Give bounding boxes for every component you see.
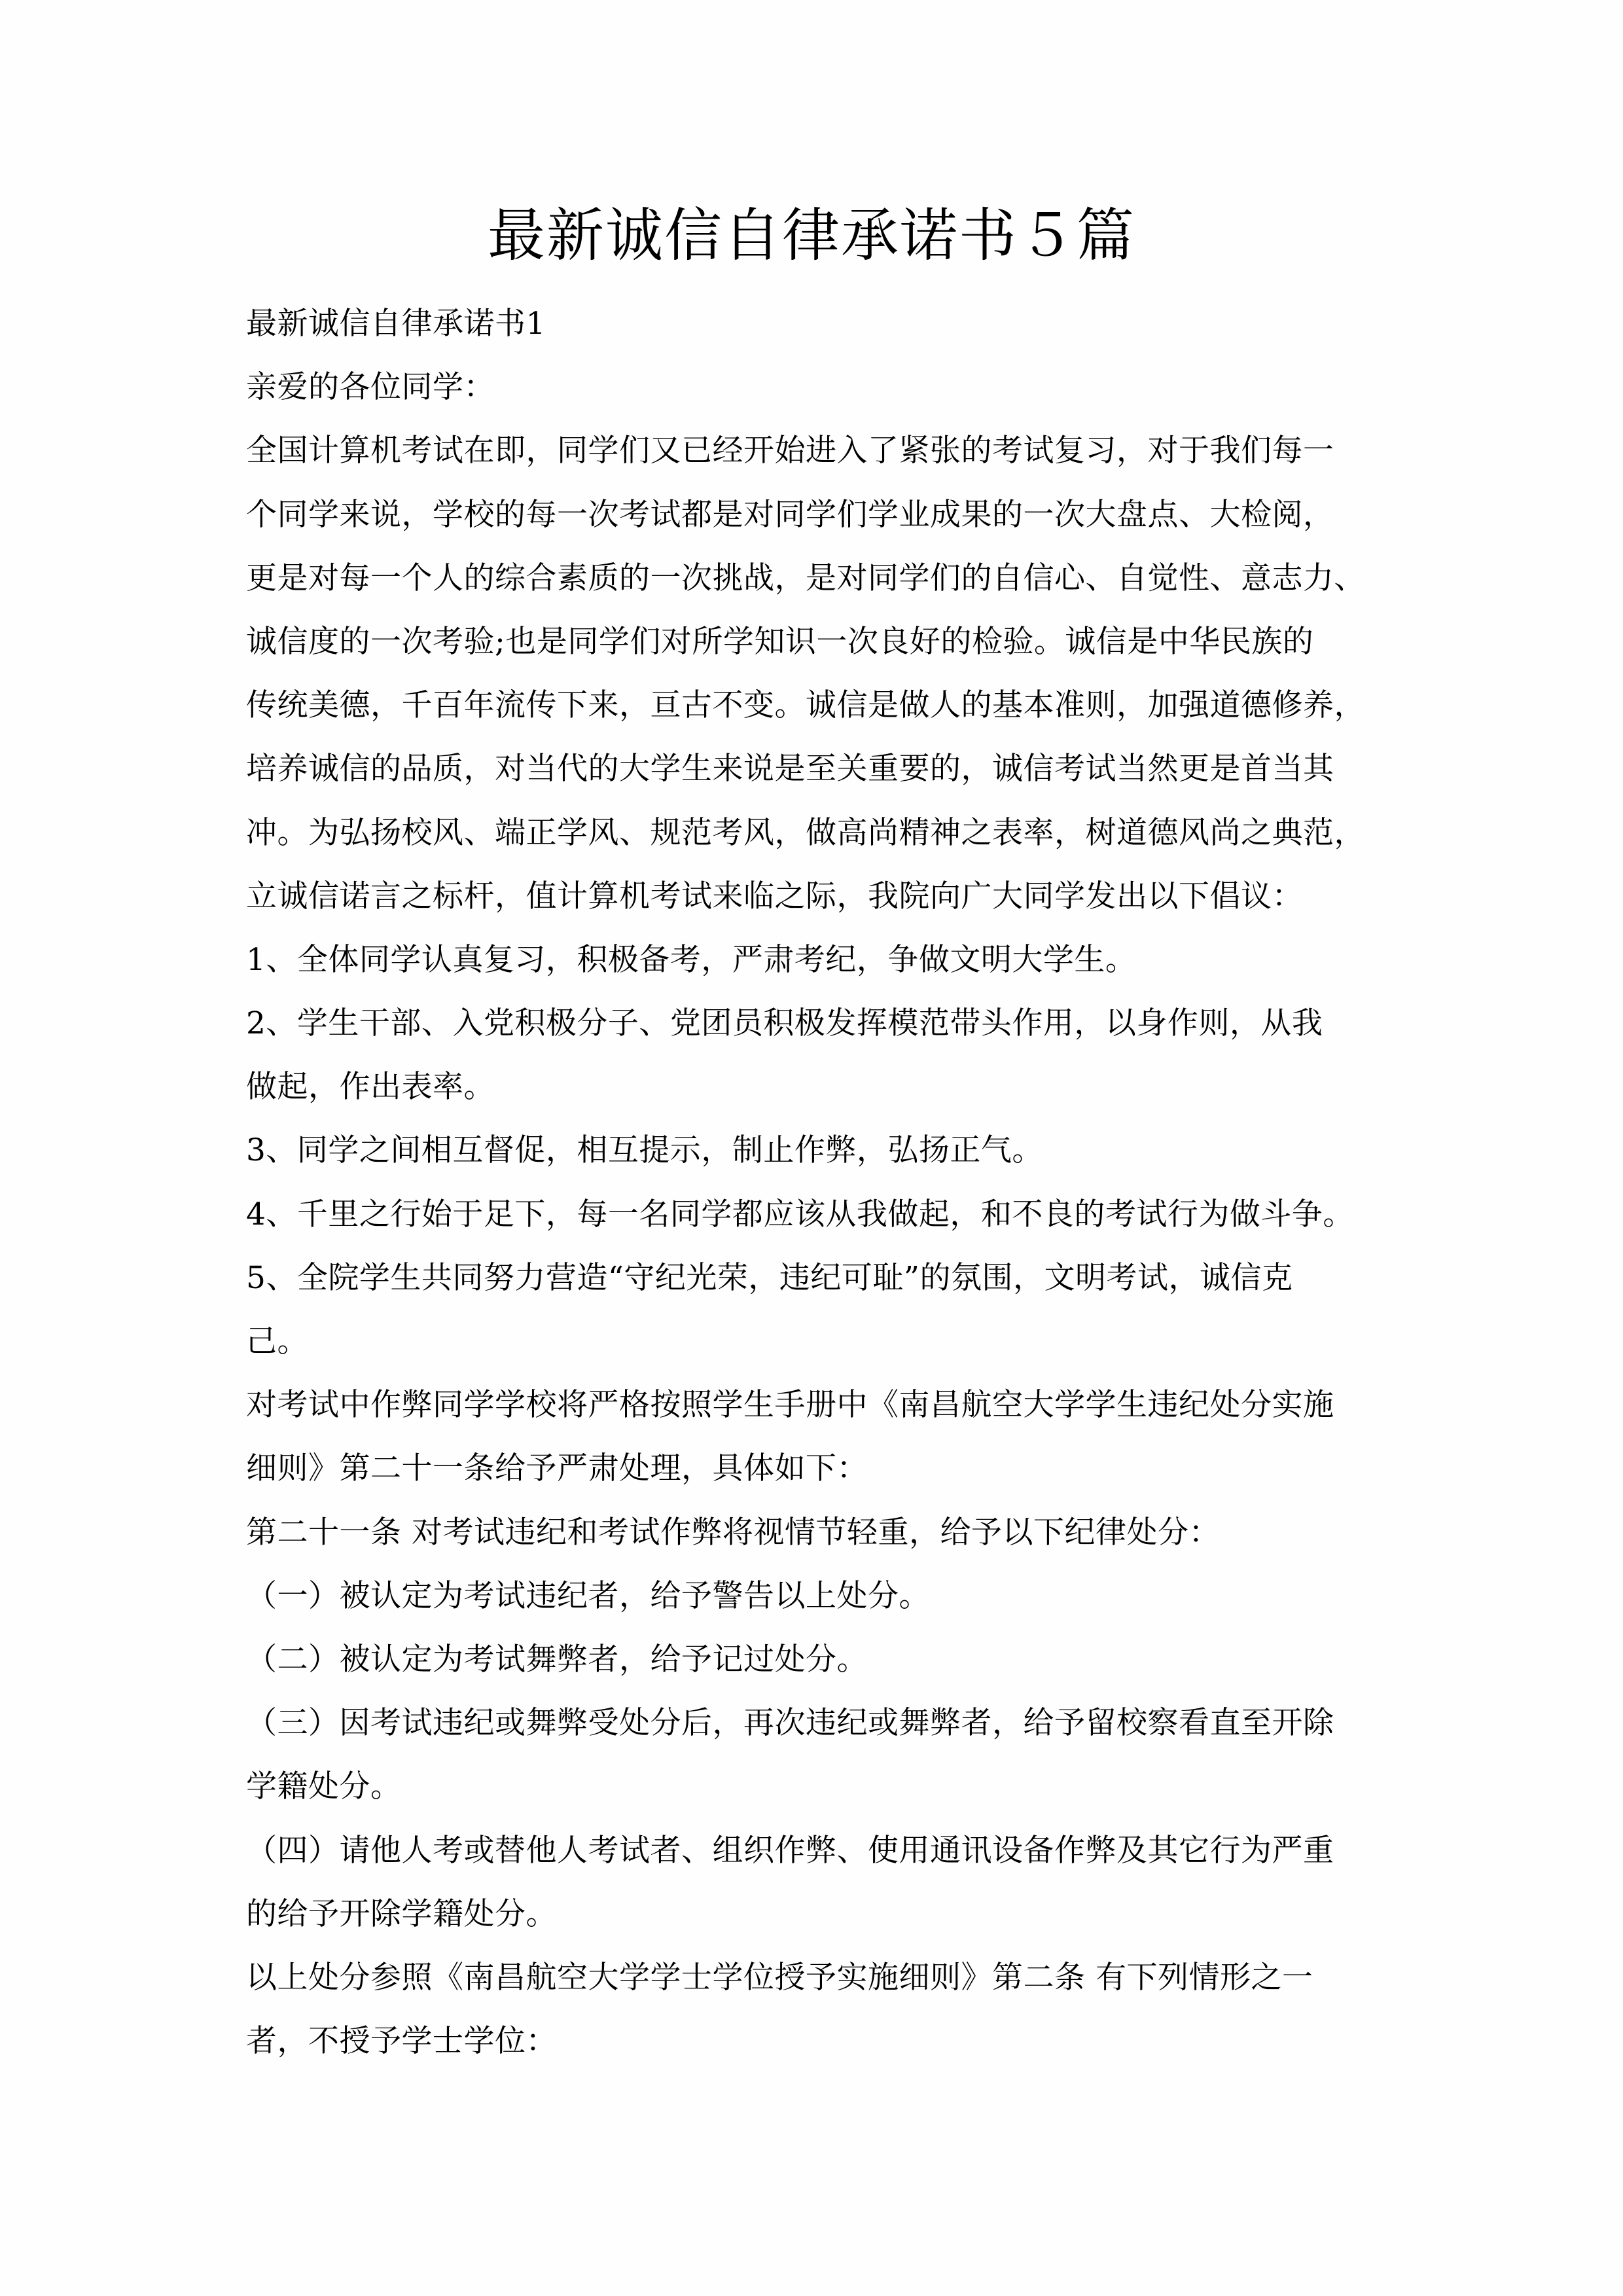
body-line: 更是对每一个人的综合素质的一次挑战，是对同学们的自信心、自觉性、意志力、 — [246, 560, 1365, 596]
body-line: 全国计算机考试在即，同学们又已经开始进入了紧张的考试复习，对于我们每一 — [246, 433, 1334, 469]
body-line: 对考试中作弊同学学校将严格按照学生手册中《南昌航空大学学生违纪处分实施 — [246, 1387, 1334, 1424]
body-line: 培养诚信的品质，对当代的大学生来说是至关重要的，诚信考试当然更是首当其 — [246, 751, 1334, 787]
proposal-item-1: 1、全体同学认真复习，积极备考，严肃考纪，争做文明大学生。 — [246, 941, 1137, 978]
proposal-item-2: 2、学生干部、入党积极分子、党团员积极发挥模范带头作用，以身作则，从我 — [246, 1005, 1323, 1042]
body-line: 以上处分参照《南昌航空大学学士学位授予实施细则》第二条 有下列情形之一 — [246, 1959, 1313, 1996]
body-line: 立诚信诺言之标杆，值计算机考试来临之际，我院向广大同学发出以下倡议： — [246, 878, 1303, 914]
penalty-item-4: （四）请他人考或替他人考试者、组织作弊、使用通讯设备作弊及其它行为严重 — [246, 1832, 1334, 1869]
proposal-item-5: 5、全院学生共同努力营造“守纪光荣，违纪可耻”的氛围，文明考试，诚信克 — [246, 1259, 1293, 1296]
penalty-item-1: （一）被认定为考试违纪者，给予警告以上处分。 — [246, 1577, 930, 1614]
penalty-item-2: （二）被认定为考试舞弊者，给予记过处分。 — [246, 1641, 868, 1677]
article-21-heading: 第二十一条 对考试违纪和考试作弊将视情节轻重，给予以下纪律处分： — [246, 1514, 1220, 1551]
section-heading: 最新诚信自律承诺书1 — [246, 306, 546, 342]
body-line: 诚信度的一次考验;也是同学们对所学知识一次良好的检验。诚信是中华民族的 — [246, 623, 1314, 660]
body-line: 者，不授予学士学位： — [246, 2023, 557, 2060]
document-body — [246, 292, 1398, 2073]
body-line: 冲。为弘扬校风、端正学风、规范考风，做高尚精神之表率，树道德风尚之典范， — [246, 814, 1365, 851]
body-line: 传统美德，千百年流传下来，亘古不变。诚信是做人的基本准则，加强道德修养， — [246, 687, 1365, 724]
penalty-item-3: （三）因考试违纪或舞弊受处分后，再次违纪或舞弊者，给予留校察看直至开除 — [246, 1705, 1334, 1742]
greeting: 亲爱的各位同学： — [246, 369, 495, 406]
proposal-item-2-cont: 做起，作出表率。 — [246, 1069, 495, 1105]
body-line: 个同学来说，学校的每一次考试都是对同学们学业成果的一次大盘点、大检阅， — [246, 496, 1334, 533]
document-title: 最新诚信自律承诺书５篇 — [487, 202, 1135, 269]
proposal-item-3: 3、同学之间相互督促，相互提示，制止作弊，弘扬正气。 — [246, 1132, 1043, 1169]
proposal-item-5-cont: 己。 — [246, 1323, 308, 1359]
penalty-item-3-cont: 学籍处分。 — [246, 1768, 402, 1805]
body-line: 细则》第二十一条给予严肃处理，具体如下： — [246, 1450, 868, 1487]
proposal-item-4: 4、千里之行始于足下，每一名同学都应该从我做起，和不良的考试行为做斗争。 — [246, 1196, 1354, 1232]
penalty-item-4-cont: 的给予开除学籍处分。 — [246, 1895, 557, 1932]
